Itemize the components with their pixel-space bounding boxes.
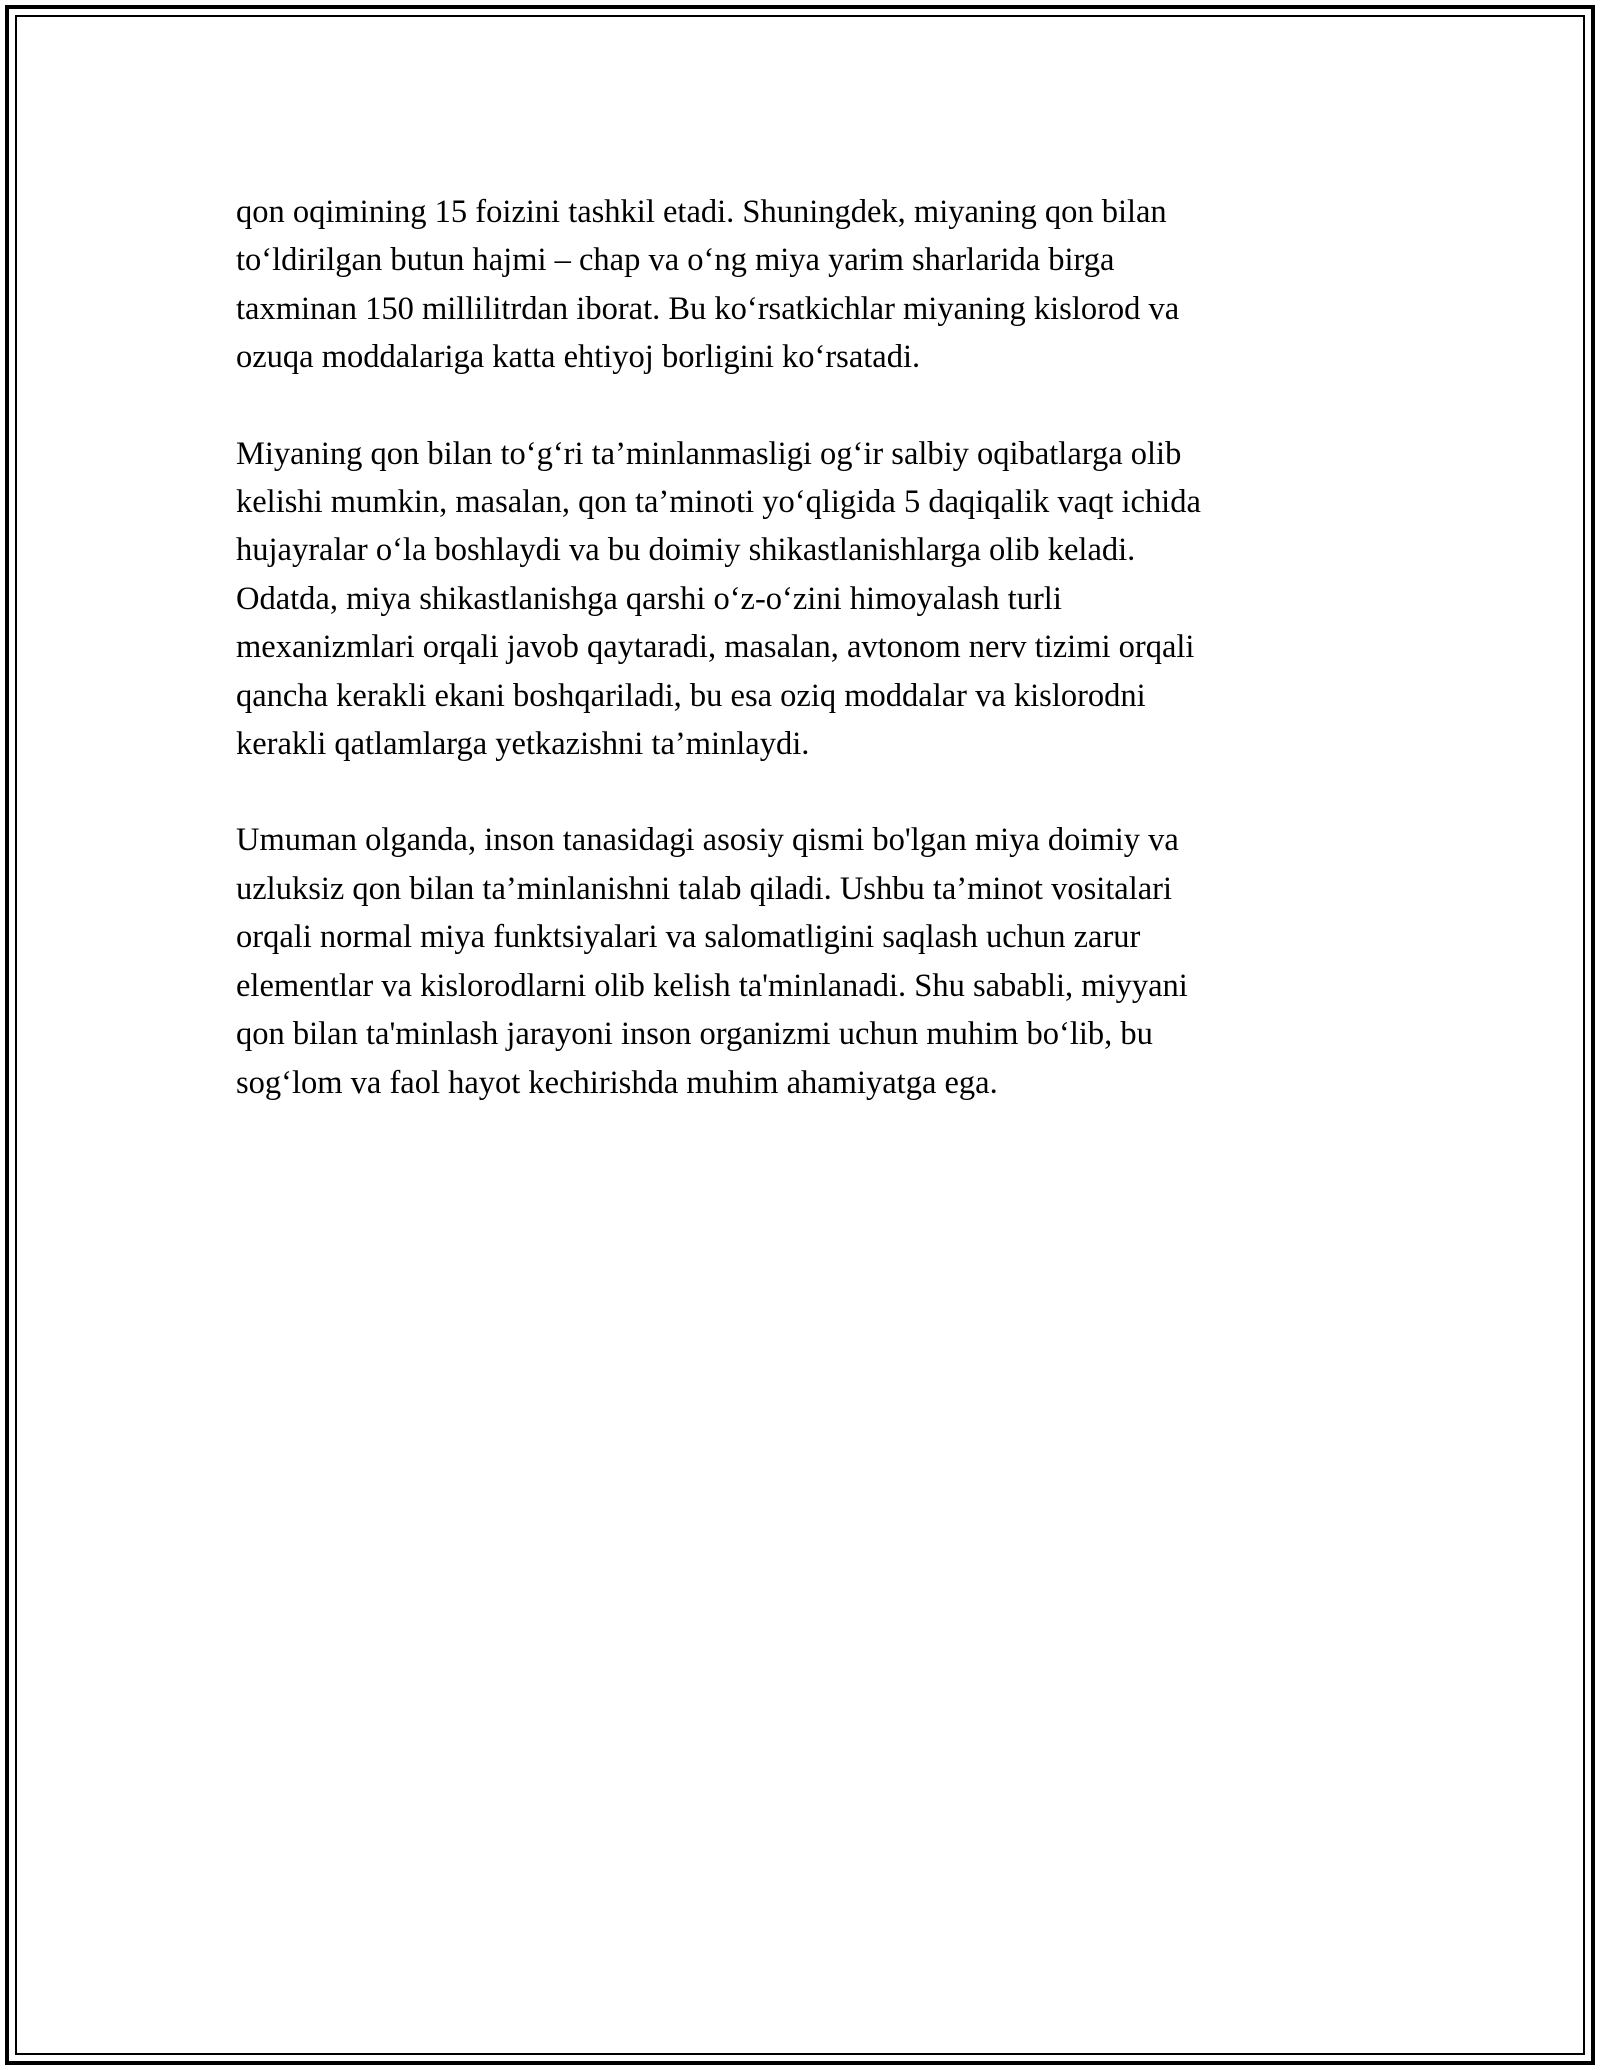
text-line: qon bilan ta'minlash jarayoni inson organizmi uchun muhim bo‘lib, bu xyxy=(236,1016,1153,1053)
text-line: Odatda, miya shikastlanishga qarshi o‘z-o‘zini himoyalash turli xyxy=(236,580,1062,617)
text-line: ozuqa moddalariga katta ehtiyoj borligini ko‘rsatadi. xyxy=(236,339,921,376)
text-line: sog‘lom va faol hayot kechirishda muhim ahamiyatga ega. xyxy=(236,1064,998,1101)
text-line: taxminan 150 millilitrdan iborat. Bu ko‘rsatkichlar miyaning kislorod va xyxy=(236,290,1180,327)
text-line: kelishi mumkin, masalan, qon ta’minoti yo‘qligida 5 daqiqalik vaqt ichida xyxy=(236,484,1201,521)
text-line: mexanizmlari orqali javob qaytaradi, masalan, avtonom nerv tizimi orqali xyxy=(236,629,1195,666)
document-body xyxy=(236,188,1376,1155)
text-line: uzluksiz qon bilan ta’minlanishni talab qiladi. Ushbu ta’minot vositalari xyxy=(236,870,1173,907)
text-line: kerakli qatlamlarga yetkazishni ta’minlaydi. xyxy=(236,726,810,763)
text-line: Miyaning qon bilan to‘g‘ri ta’minlanmasligi og‘ir salbiy oqibatlarga olib xyxy=(236,435,1182,472)
text-line: qancha kerakli ekani boshqariladi, bu esa oziq moddalar va kislorodni xyxy=(236,677,1146,714)
text-line: orqali normal miya funktsiyalari va salomatligini saqlash uchun zarur xyxy=(236,919,1141,956)
text-line: hujayralar o‘la boshlaydi va bu doimiy shikastlanishlarga olib keladi. xyxy=(236,532,1136,569)
text-line: elementlar va kislorodlarni olib kelish ta'minlanadi. Shu sababli, miyyani xyxy=(236,967,1188,1004)
text-line: to‘ldirilgan butun hajmi – chap va o‘ng miya yarim sharlarida birga xyxy=(236,242,1115,279)
paragraph-1 xyxy=(236,188,1376,382)
paragraph-2 xyxy=(236,430,1376,769)
text-line: Umuman olganda, inson tanasidagi asosiy qismi bo'lgan miya doimiy va xyxy=(236,822,1179,859)
text-line: qon oqimining 15 foizini tashkil etadi. Shuningdek, miyaning qon bilan xyxy=(236,194,1167,230)
paragraph-3 xyxy=(236,816,1376,1106)
